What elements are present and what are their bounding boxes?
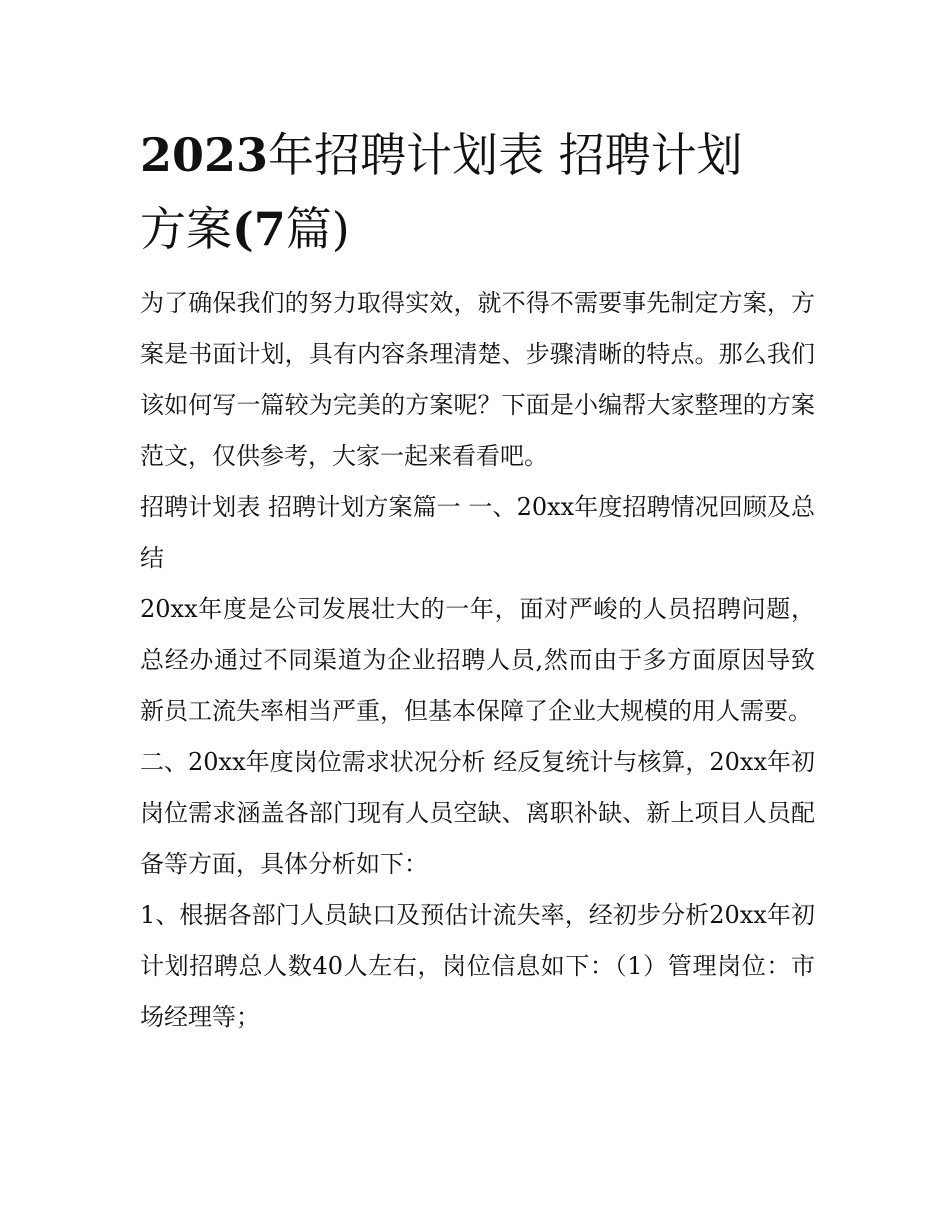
plan-item-paragraph: 1、根据各部门人员缺口及预估计流失率，经初步分析20xx年初计划招聘总人数40人左右，岗位信息如下：（1）管理岗位：市场经理等； bbox=[140, 901, 815, 1031]
title-line2-text-a: 方案 bbox=[140, 202, 232, 256]
intro-paragraph: 为了确保我们的努力取得实效，就不得不需要事先制定方案，方案是书面计划，具有内容条理清楚、步骤清晰的特点。那么我们该如何写一篇较为完美的方案呢？下面是小编帮大家整理的方案范文，仅供参考，大家一起来看看吧。 bbox=[140, 289, 815, 470]
demand-analysis-paragraph: 二、20xx年度岗位需求状况分析 经反复统计与核算，20xx年初岗位需求涵盖各部门现有人员空缺、离职补缺、新上项目人员配备等方面，具体分析如下： bbox=[140, 748, 815, 878]
title-line1-text: 年招聘计划表 招聘计划 bbox=[268, 128, 743, 182]
document-body bbox=[140, 118, 815, 1043]
section-heading-review: 招聘计划表 招聘计划方案篇一 一、20xx年度招聘情况回顾及总结 bbox=[140, 493, 815, 572]
document-title bbox=[140, 118, 815, 266]
title-line2-text-b: 篇) bbox=[285, 202, 350, 256]
title-line2-count: (7 bbox=[232, 202, 286, 256]
title-year: 2023 bbox=[140, 128, 269, 182]
review-paragraph: 20xx年度是公司发展壮大的一年，面对严峻的人员招聘问题，总经办通过不同渠道为企业招聘人员,然而由于多方面原因导致新员工流失率相当严重，但基本保障了企业大规模的用人需要。 bbox=[140, 595, 815, 725]
